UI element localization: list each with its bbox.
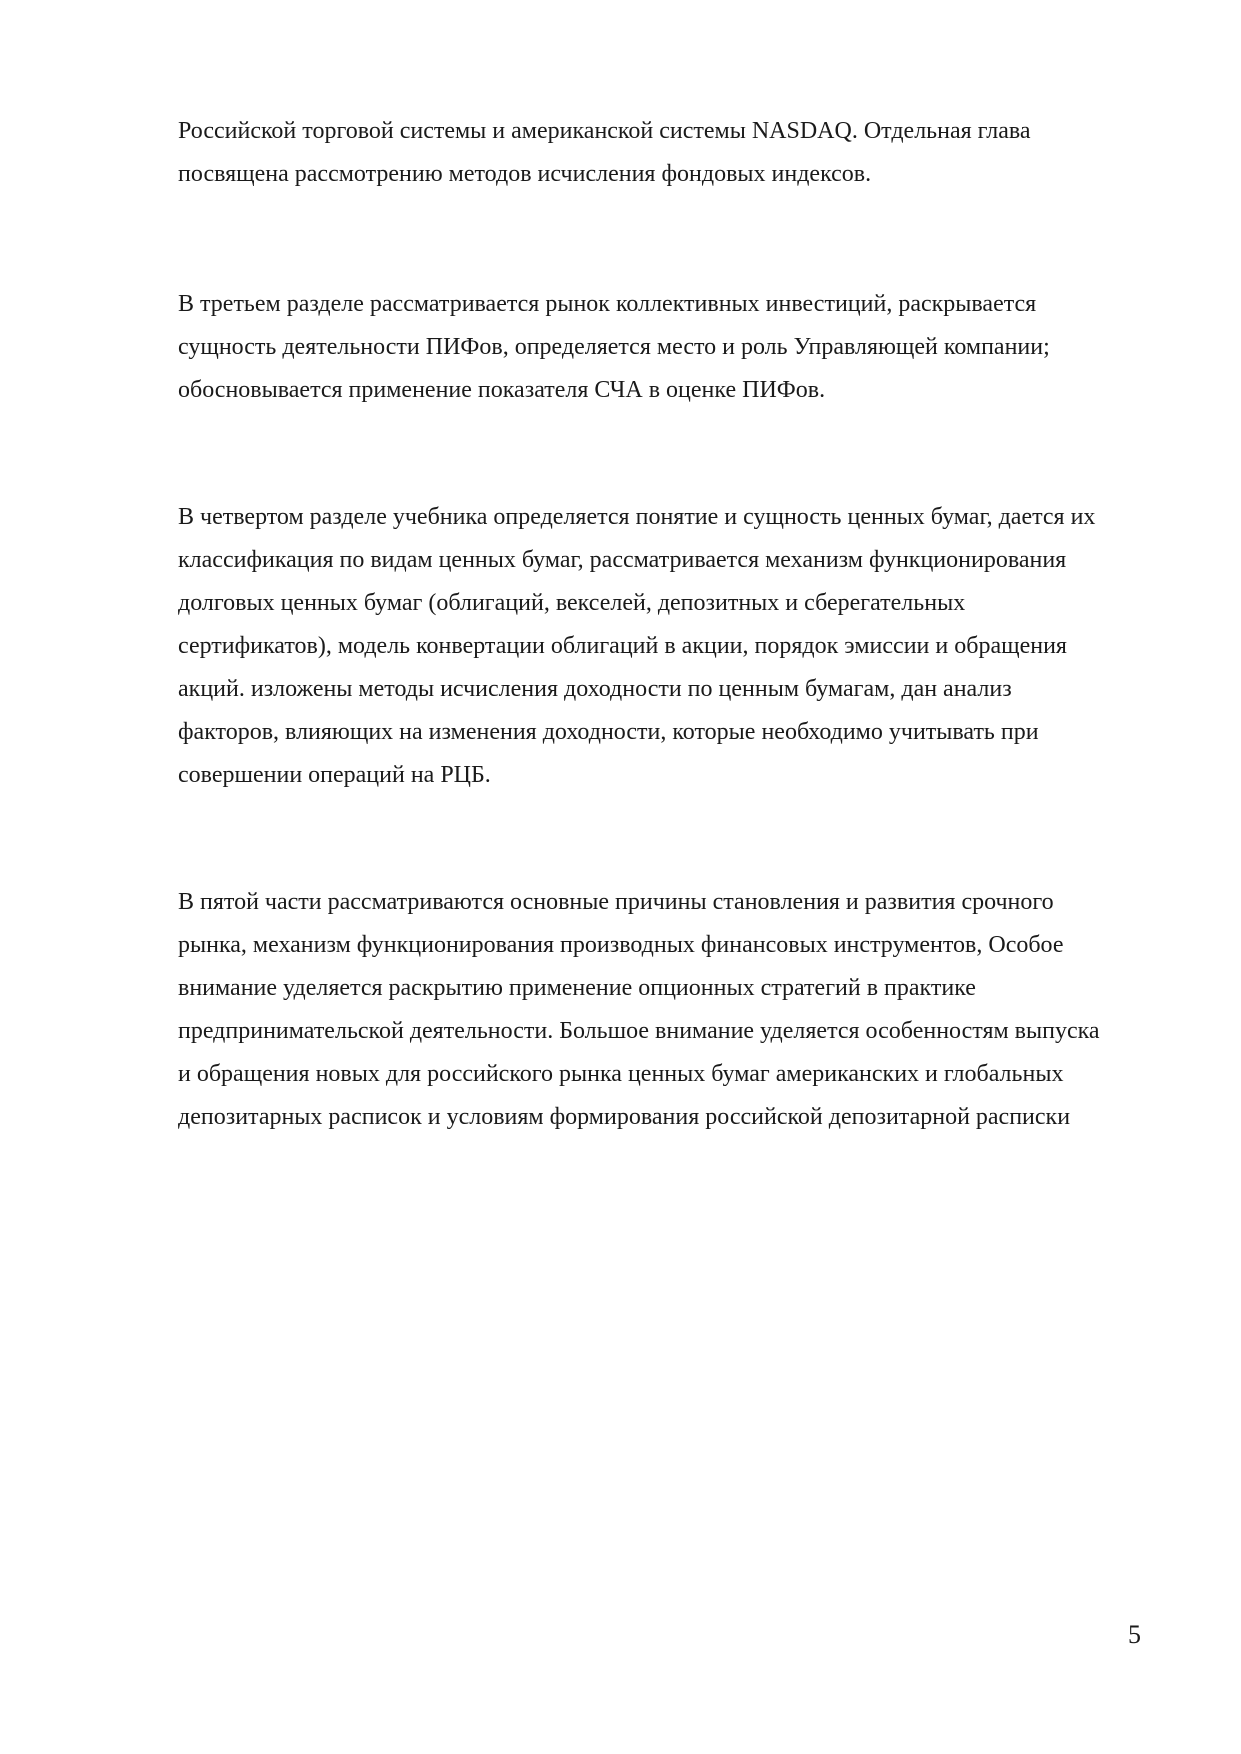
text-line: классификация по видам ценных бумаг, рассматривается механизм функционирования bbox=[178, 547, 1067, 573]
text-line: долговых ценных бумаг (облигаций, векселей, депозитных и сберегательных bbox=[178, 590, 966, 616]
text-line: рынка, механизм функционирования производных финансовых инструментов, Особое bbox=[178, 932, 1064, 958]
paragraph-nasdaq-indices bbox=[178, 110, 1168, 196]
page-number: 5 bbox=[1128, 1620, 1141, 1649]
text-line: акций. изложены методы исчисления доходности по ценным бумагам, дан анализ bbox=[178, 676, 1012, 702]
text-line: сущность деятельности ПИФов, определяется место и роль Управляющей компании; bbox=[178, 334, 1050, 360]
text-line: предпринимательской деятельности. Большое внимание уделяется особенностям выпуска bbox=[178, 1018, 1100, 1044]
text-line: В третьем разделе рассматривается рынок коллективных инвестиций, раскрывается bbox=[178, 291, 1037, 317]
text-line: факторов, влияющих на изменения доходности, которые необходимо учитывать при bbox=[178, 719, 1039, 745]
text-line: сертификатов), модель конвертации облигаций в акции, порядок эмиссии и обращения bbox=[178, 633, 1067, 659]
text-line: внимание уделяется раскрытию применение опционных стратегий в практике bbox=[178, 975, 976, 1001]
text-line: обосновывается применение показателя СЧА в оценке ПИФов. bbox=[178, 377, 826, 403]
text-line: депозитарных расписок и условиям формирования российской депозитарной расписки bbox=[178, 1104, 1071, 1130]
text-line: и обращения новых для российского рынка ценных бумаг американских и глобальных bbox=[178, 1061, 1064, 1087]
text-line: совершении операций на РЦБ. bbox=[178, 762, 491, 788]
paragraph-section-five bbox=[178, 881, 1168, 1139]
paragraph-section-four bbox=[178, 496, 1168, 797]
text-line: В пятой части рассматриваются основные причины становления и развития срочного bbox=[178, 889, 1054, 915]
text-line: Российской торговой системы и американской системы NASDAQ. Отдельная глава bbox=[178, 118, 1031, 144]
paragraph-section-three bbox=[178, 283, 1168, 412]
text-line: посвящена рассмотрению методов исчисления фондовых индексов. bbox=[178, 161, 872, 187]
text-line: В четвертом разделе учебника определяется понятие и сущность ценных бумаг, дается их bbox=[178, 504, 1096, 530]
